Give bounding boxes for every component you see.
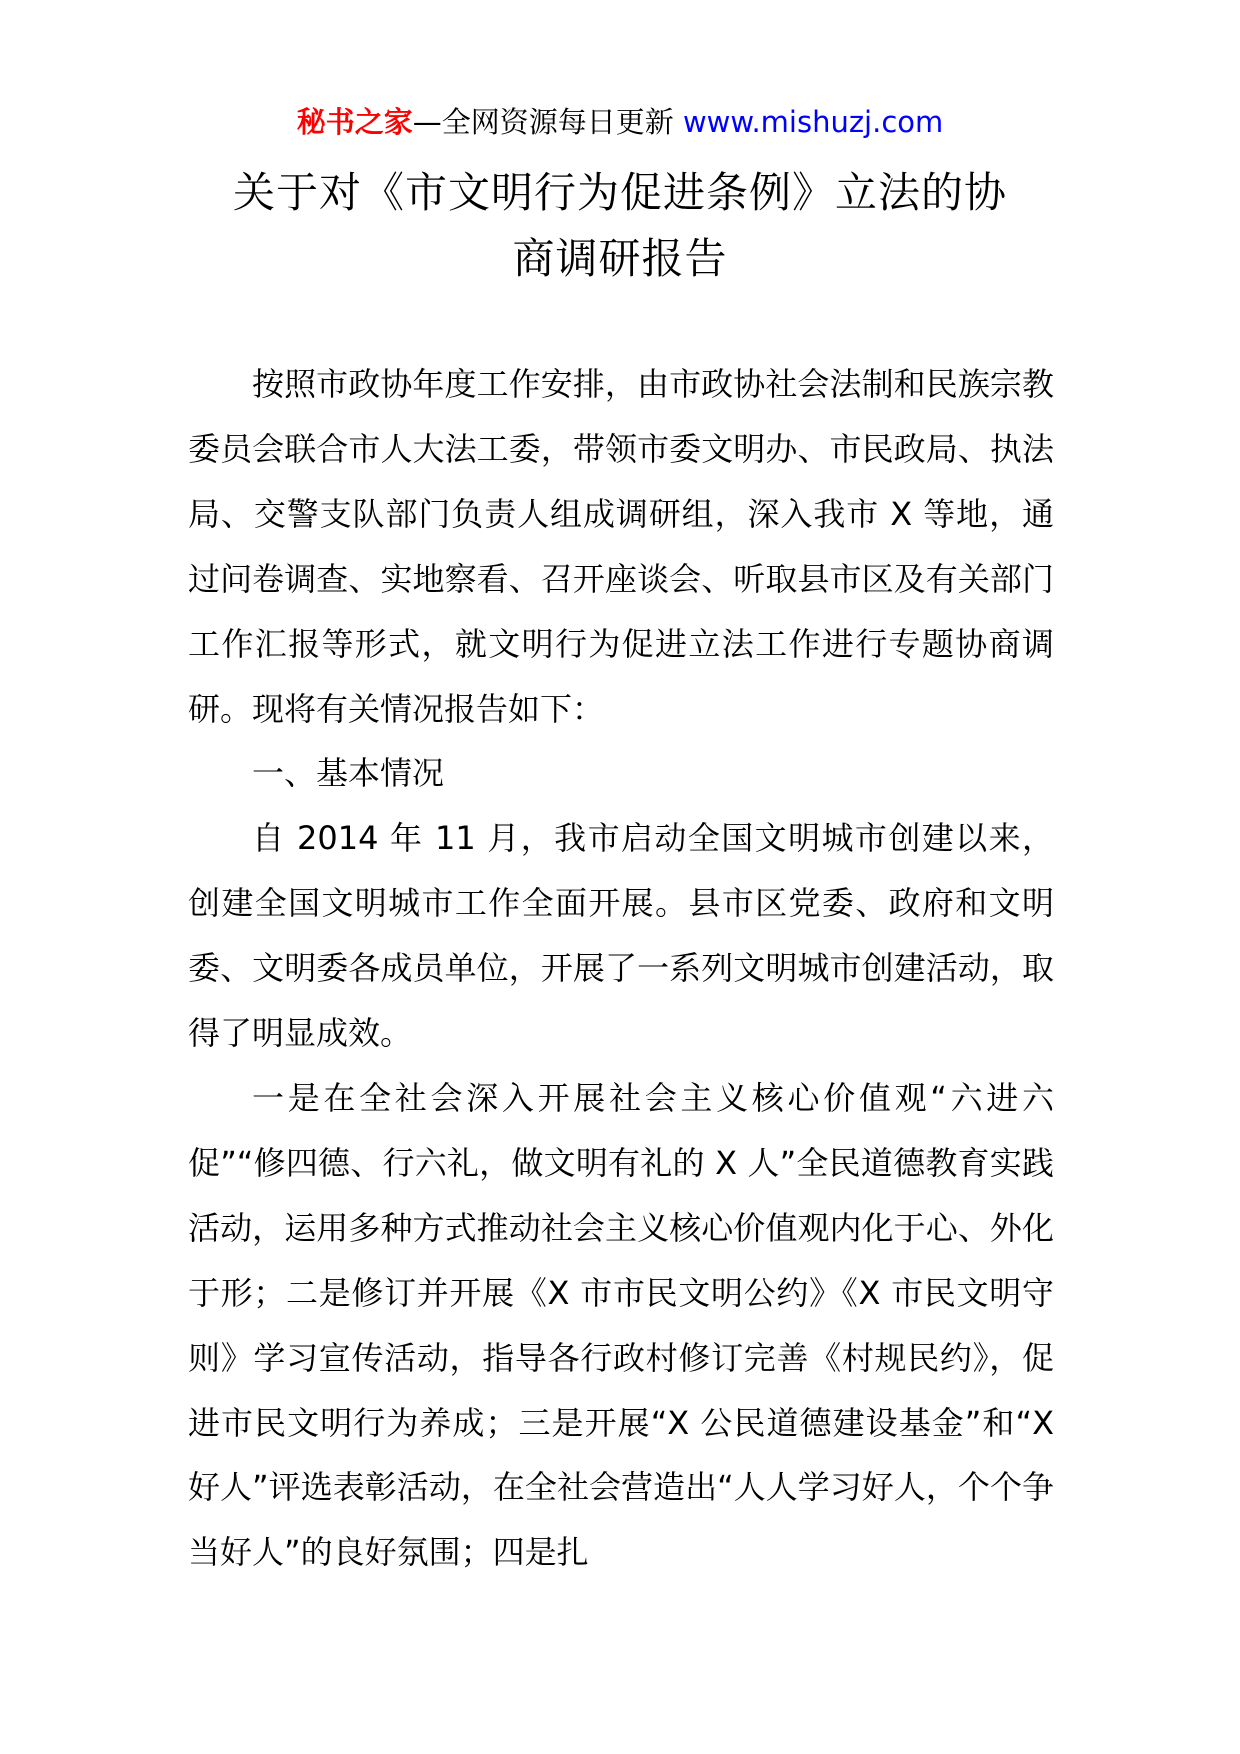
site-url-link[interactable]: www.mishuzj.com [682, 105, 944, 139]
document-title-line-2: 商调研报告 [512, 234, 728, 283]
document-title [180, 160, 1060, 292]
section-heading-basic-situation: 一、基本情况 [252, 754, 445, 793]
site-brand: 秘书之家 [296, 105, 413, 139]
paragraph-intro: 按照市政协年度工作安排，由市政协社会法制和民族宗教委员会联合市人大法工委，带领市委文明办、市民政局、执法局、交警支队部门负责人组成调研组，深入我市 X 等地，通过问卷调查、实地察看、召开座谈会、听取县市区及有关部门工作汇报等形式，就文明行为促进立法工作进行专题协商调研。现将有关情况报告如下： [188, 365, 1054, 728]
site-tagline: —全网资源每日更新 [412, 105, 683, 139]
paragraph-measures: 一是在全社会深入开展社会主义核心价值观“六进六促”“修四德、行六礼，做文明有礼的 X 人”全民道德教育实践活动，运用多种方式推动社会主义核心价值观内化于心、外化于形；二是修订并开展《X 市市民文明公约》《X 市民文明守则》学习宣传活动，指导各行政村修订完善《村规民约》，促进市民文明行为养成；三是开展“X 公民道德建设基金”和“X 好人”评选表彰活动，在全社会营造出“人人学习好人，个个争当好人”的良好氛围；四是扎 [188, 1078, 1054, 1572]
site-header [0, 100, 1240, 144]
document-title-line-1: 关于对《市文明行为促进条例》立法的协 [232, 168, 1007, 217]
document-body [188, 352, 1054, 1585]
paragraph-since-2014: 自 2014 年 11 月，我市启动全国文明城市创建以来，创建全国文明城市工作全面开展。县市区党委、政府和文明委、文明委各成员单位，开展了一系列文明城市创建活动，取得了明显成效。 [188, 819, 1054, 1053]
